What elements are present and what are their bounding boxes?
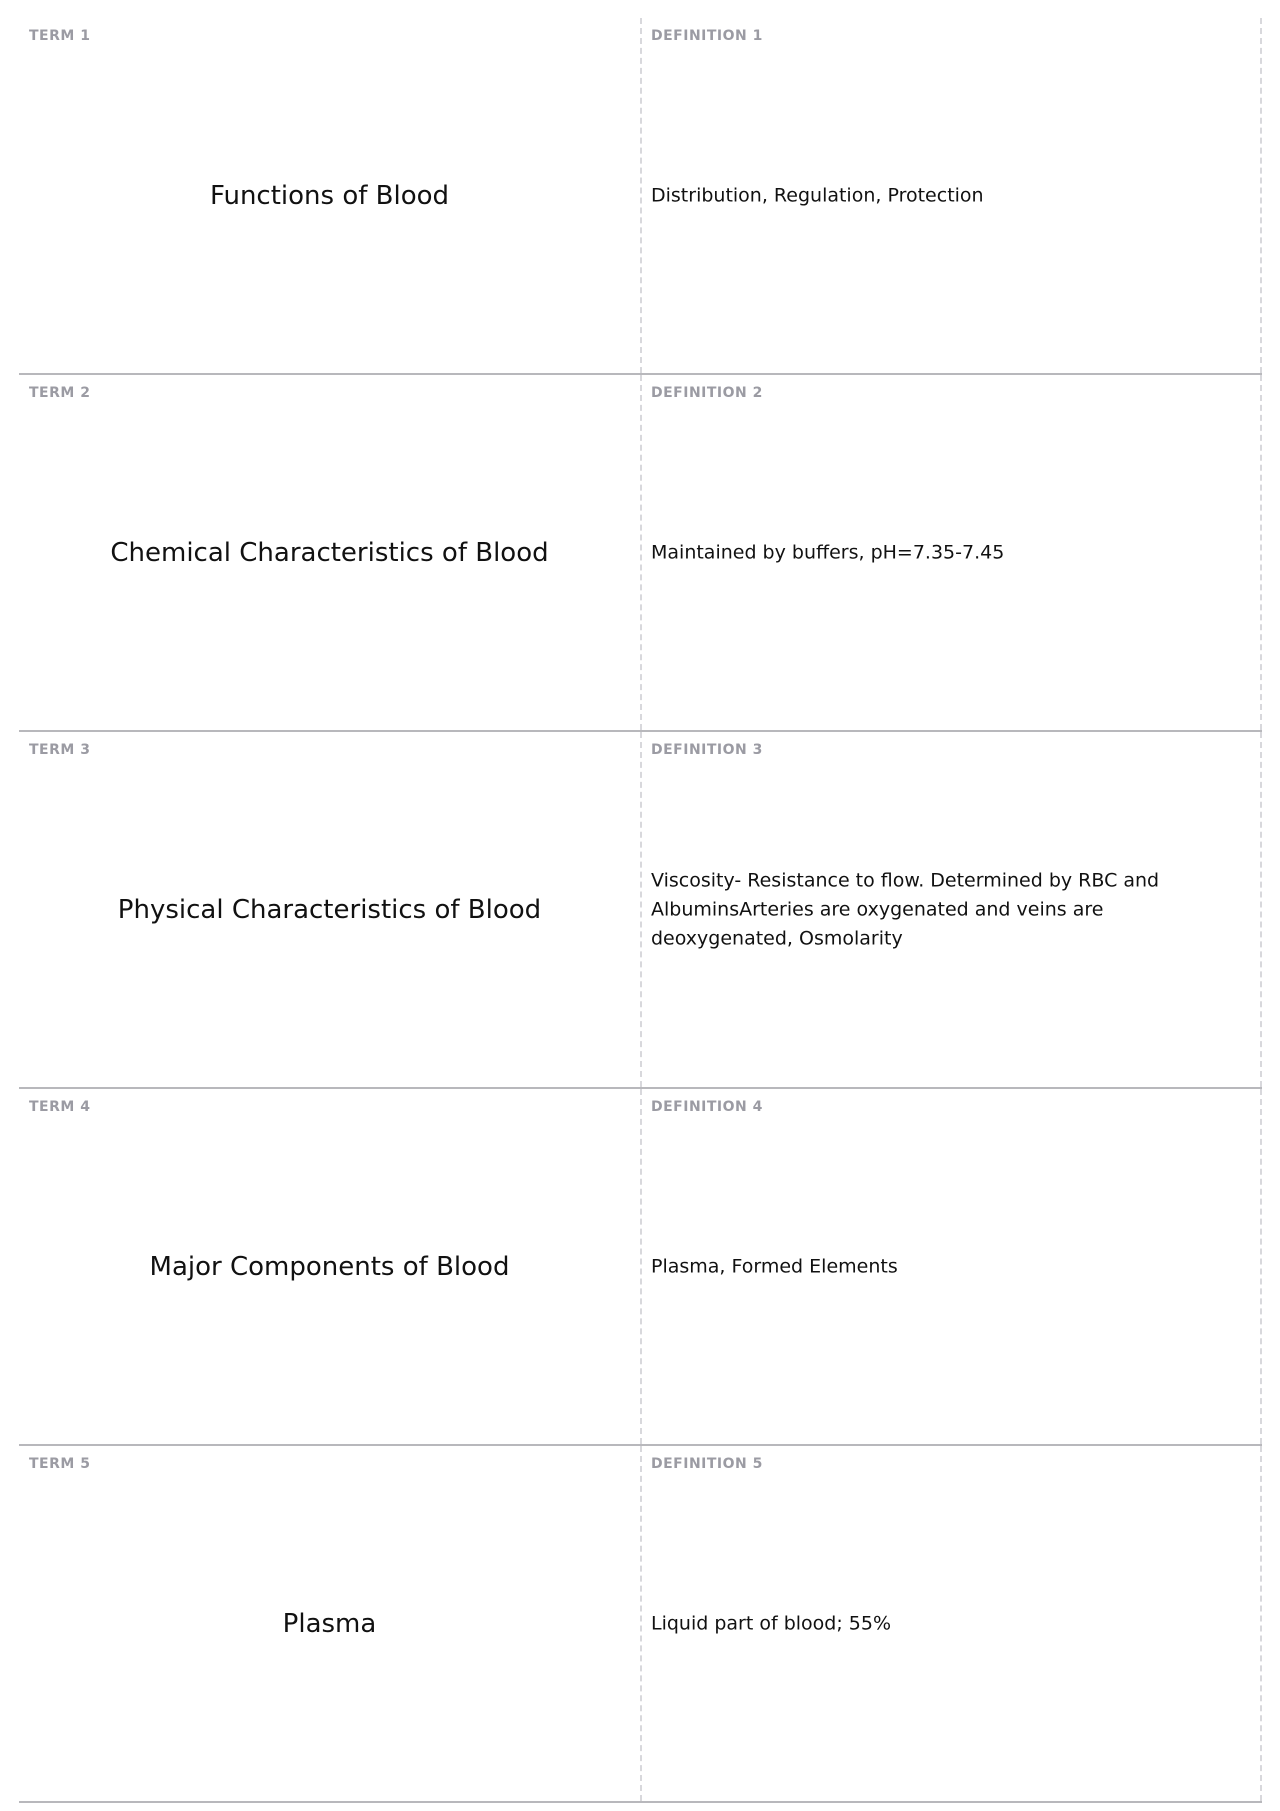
definition-label: DEFINITION 2 bbox=[651, 385, 763, 401]
definition-text: Distribution, Regulation, Protection bbox=[651, 184, 984, 206]
term-label: TERM 3 bbox=[29, 742, 91, 758]
definition-label: DEFINITION 5 bbox=[651, 1456, 763, 1472]
flashcard-sheet bbox=[19, 18, 1262, 1803]
term-text: Chemical Characteristics of Blood bbox=[110, 537, 549, 568]
term-label: TERM 2 bbox=[29, 385, 91, 401]
term-label: TERM 1 bbox=[29, 28, 91, 44]
definition-text: Plasma, Formed Elements bbox=[651, 1255, 898, 1277]
term-cell bbox=[19, 375, 642, 730]
flashcard bbox=[19, 1089, 1262, 1446]
flashcard bbox=[19, 1446, 1262, 1803]
term-cell bbox=[19, 1089, 642, 1444]
definition-label: DEFINITION 4 bbox=[651, 1099, 763, 1115]
definition-cell bbox=[642, 1446, 1262, 1801]
definition-label: DEFINITION 1 bbox=[651, 28, 763, 44]
definition-text: Liquid part of blood; 55% bbox=[651, 1612, 892, 1634]
definition-text: Maintained by buffers, pH=7.35-7.45 bbox=[651, 541, 1005, 563]
term-text: Plasma bbox=[282, 1608, 377, 1639]
term-text: Major Components of Blood bbox=[149, 1251, 510, 1282]
term-cell bbox=[19, 1446, 642, 1801]
definition-cell bbox=[642, 18, 1262, 373]
definition-cell bbox=[642, 375, 1262, 730]
term-cell bbox=[19, 732, 642, 1087]
definition-label: DEFINITION 3 bbox=[651, 742, 763, 758]
term-cell bbox=[19, 18, 642, 373]
flashcard bbox=[19, 375, 1262, 732]
term-text: Physical Characteristics of Blood bbox=[117, 894, 542, 925]
definition-cell bbox=[642, 1089, 1262, 1444]
definition-cell bbox=[642, 732, 1262, 1087]
flashcard bbox=[19, 732, 1262, 1089]
term-label: TERM 4 bbox=[29, 1099, 91, 1115]
flashcard bbox=[19, 18, 1262, 375]
term-text: Functions of Blood bbox=[209, 180, 450, 211]
definition-text: Viscosity- Resistance to flow. Determined by RBC and AlbuminsArteries are oxygenated and veins are deoxygenated, Osmolarity bbox=[651, 869, 1160, 949]
term-label: TERM 5 bbox=[29, 1456, 91, 1472]
